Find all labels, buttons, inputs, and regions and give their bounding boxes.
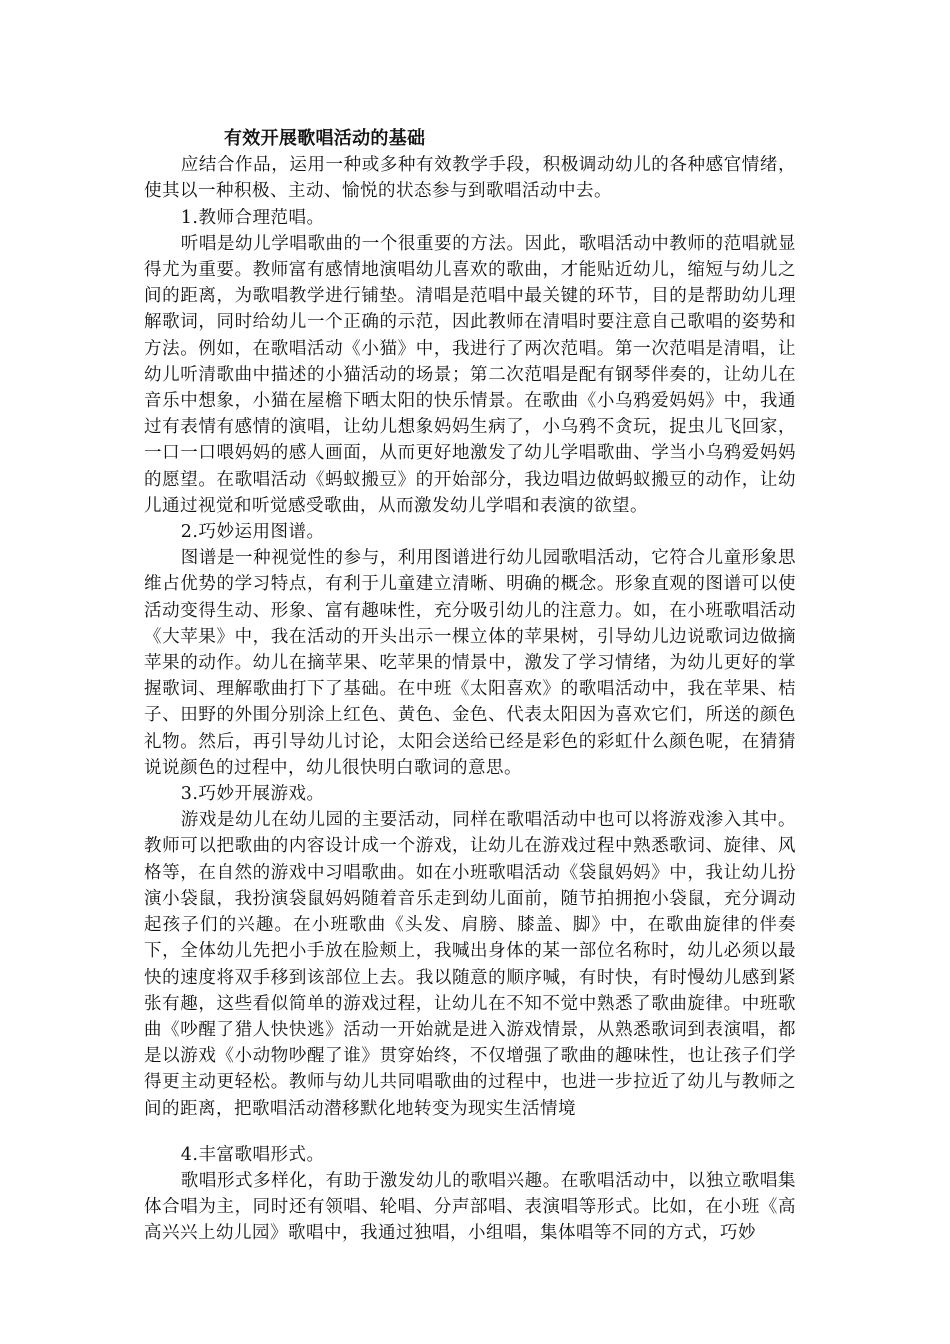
section-3-heading: 3.巧妙开展游戏。 [180,784,325,805]
section-2-heading: 2.巧妙运用图谱。 [180,522,325,543]
document-content [144,126,796,1247]
section-1-heading: 1.教师合理范唱。 [180,207,325,228]
paragraph-gap [144,1122,796,1142]
section-3-body: 游戏是幼儿在幼儿园的主要活动，同样在歌唱活动中也可以将游戏渗入其中。教师可以把歌曲的内容设计成一个游戏，让幼儿在游戏过程中熟悉歌词、旋律、风格等，在自然的游戏中习唱歌曲。如在小班歌唱活动《袋鼠妈妈》中，我让幼儿扮演小袋鼠，我扮演袋鼠妈妈随着音乐走到幼儿面前，随节拍拥抱小袋鼠，充分调动起孩子们的兴趣。在小班歌曲《头发、肩膀、膝盖、脚》中，在歌曲旋律的伴奏下，全体幼儿先把小手放在脸颊上，我喊出身体的某一部位名称时，幼儿必须以最快的速度将双手移到该部位上去。我以随意的顺序喊，有时快，有时慢幼儿感到紧张有趣，这些看似简单的游戏过程，让幼儿在不知不觉中熟悉了歌曲旋律。中班歌曲《吵醒了猎人快快逃》活动一开始就是进入游戏情景，从熟悉歌词到表演唱，都是以游戏《小动物吵醒了谁》贯穿始终，不仅增强了歌曲的趣味性，也让孩子们学得更主动更轻松。教师与幼儿共同唱歌曲的过程中，也进一步拉近了幼儿与教师之间的距离，把歌唱活动潜移默化地转变为现实生活情境 [144,810,796,1119]
section-4-body: 歌唱形式多样化，有助于激发幼儿的歌唱兴趣。在歌唱活动中，以独立歌唱集体合唱为主，同时还有领唱、轮唱、分声部唱、表演唱等形式。比如，在小班《高高兴兴上幼儿园》歌唱中，我通过独唱，小组唱，集体唱等不同的方式，巧妙 [144,1170,796,1244]
section-4-heading: 4.丰富歌唱形式。 [180,1144,325,1165]
section-1-body: 听唱是幼儿学唱歌曲的一个很重要的方法。因此，歌唱活动中教师的范唱就显得尤为重要。教师富有感情地演唱幼儿喜欢的歌曲，才能贴近幼儿，缩短与幼儿之间的距离，为歌唱教学进行铺垫。清唱是范唱中最关键的环节，目的是帮助幼儿理解歌词，同时给幼儿一个正确的示范，因此教师在清唱时要注意自己歌唱的姿势和方法。例如，在歌唱活动《小猫》中，我进行了两次范唱。第一次范唱是清唱，让幼儿听清歌曲中描述的小猫活动的场景；第二次范唱是配有钢琴伴奏的，让幼儿在音乐中想象，小猫在屋檐下晒太阳的快乐情景。在歌曲《小乌鸦爱妈妈》中，我通过有表情有感情的演唱，让幼儿想象妈妈生病了，小乌鸦不贪玩，捉虫儿飞回家，一口一口喂妈妈的感人画面，从而更好地激发了幼儿学唱歌曲、学当小乌鸦爱妈妈的愿望。在歌唱活动《蚂蚁搬豆》的开始部分，我边唱边做蚂蚁搬豆的动作，让幼儿通过视觉和听觉感受歌曲，从而激发幼儿学唱和表演的欲望。 [144,233,796,516]
section-2-body: 图谱是一种视觉性的参与，利用图谱进行幼儿园歌唱活动，它符合儿童形象思维占优势的学习特点，有利于儿童建立清晰、明确的概念。形象直观的图谱可以使活动变得生动、形象、富有趣味性，充分吸引幼儿的注意力。如，在小班歌唱活动《大苹果》中，我在活动的开头出示一棵立体的苹果树，引导幼儿边说歌词边做摘苹果的动作。幼儿在摘苹果、吃苹果的情景中，激发了学习情绪，为幼儿更好的掌握歌词、理解歌曲打下了基础。在中班《太阳喜欢》的歌唱活动中，我在苹果、桔子、田野的外围分别涂上红色、黄色、金色、代表太阳因为喜欢它们，所送的颜色礼物。然后，再引导幼儿讨论，太阳会送给已经是彩色的彩虹什么颜色呢，在猜猜说说颜色的过程中，幼儿很快明白歌词的意思。 [144,548,796,778]
intro-paragraph: 应结合作品，运用一种或多种有效教学手段，积极调动幼儿的各种感官情绪，使其以一种积极、主动、愉悦的状态参与到歌唱活动中去。 [144,155,796,202]
document-title: 有效开展歌唱活动的基础 [224,128,426,149]
